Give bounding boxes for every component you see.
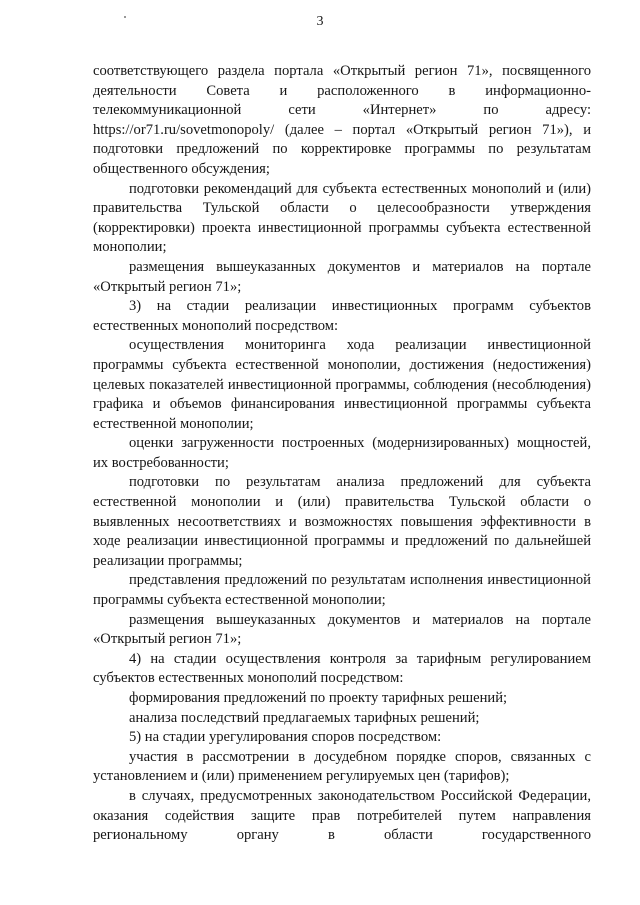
paragraph-item-3: 3) на стадии реализации инвестиционных программ субъектов естественных монополий посредством:	[93, 298, 591, 334]
paragraph-monitoring: осуществления мониторинга хода реализации инвестиционной программы субъекта естественной монополии, достижения (недостижения) целевых показателей инвестиционной программы, соблюдения (несоблюдения) графика и объемов финансирования инвестиционной программы субъекта естественной монополии;	[93, 337, 591, 432]
paragraph-dispute-participation: участия в рассмотрении в досудебном порядке споров, связанных с установлением и (или) применением регулируемых цен (тарифов);	[93, 748, 591, 785]
paragraph-execution-proposals: представления предложений по результатам исполнения инвестиционной программы субъекта естественной монополии;	[93, 572, 591, 609]
paragraph-analysis-proposals: подготовки по результатам анализа предложений для субъекта естественной монополии и (или) правительства Тульской области о выявленных несоответствиях и возможностях повышения эффективности в ходе реализации инвестиционной программы и предложений по дальнейшей реализации программы;	[93, 474, 591, 569]
document-body	[93, 62, 591, 846]
paragraph-item-4: 4) на стадии осуществления контроля за тарифным регулированием субъектов естественных монополий посредством:	[93, 650, 591, 687]
paragraph-item-5: 5) на стадии урегулирования споров посредством:	[129, 729, 442, 746]
paragraph-publication-2: размещения вышеуказанных документов и материалов на портале «Открытый регион 71»;	[93, 611, 591, 648]
page-number: 3	[316, 14, 324, 29]
paragraph-portal-section: соответствующего раздела портала «Открытый регион 71», посвященного деятельности Совета и расположенного в информационно-телекоммуникационной сети «Интернет» по адресу: https://or71.ru/sovetmonopoly/ (далее – портал «Открытый регион 71»), и подготовки предложений по корректировке программы по результатам общественного обсуждения;	[93, 63, 591, 177]
scan-speck	[124, 16, 126, 18]
paragraph-publication: размещения вышеуказанных документов и материалов на портале «Открытый регион 71»;	[93, 258, 591, 295]
paragraph-consumer-protection: в случаях, предусмотренных законодательством Российской Федерации, оказания содействия защите прав потребителей путем направления региональному органу в области государственного	[93, 787, 591, 844]
paragraph-tariff-proposals: формирования предложений по проекту тарифных решений;	[129, 690, 508, 706]
paragraph-capacity: оценки загруженности построенных (модернизированных) мощностей, их востребованности;	[93, 435, 591, 471]
paragraph-tariff-analysis: анализа последствий предлагаемых тарифных решений;	[129, 709, 480, 726]
paragraph-recommendations: подготовки рекомендаций для субъекта естественных монополий и (или) правительства Тульской области о целесообразности утверждения (корректировки) проекта инвестиционной программы субъекта естественной монополии;	[93, 180, 591, 256]
